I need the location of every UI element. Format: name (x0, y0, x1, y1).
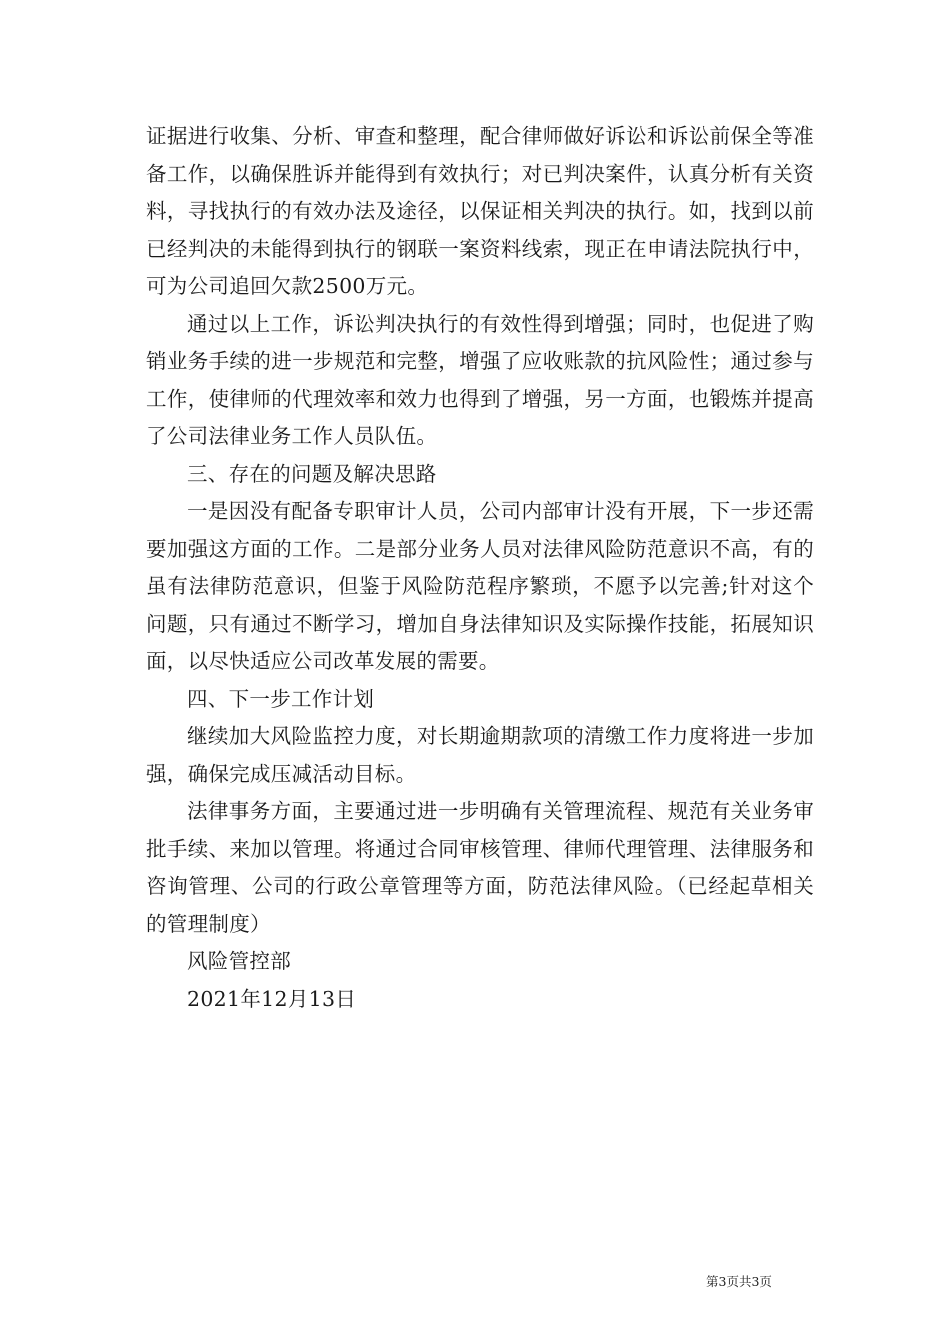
paragraph-evidence: 证据进行收集、分析、审查和整理，配合律师做好诉讼和诉讼前保全等准备工作，以确保胜诉并能得到有效执行；对已判决案件，认真分析有关资料，寻找执行的有效办法及途径，以保证相关判决的执行。如，找到以前已经判决的未能得到执行的钢联一案资料线索，现正在申请法院执行中，可为公司追回欠款2500万元。 (146, 124, 814, 298)
paragraph-legal-affairs: 法律事务方面，主要通过进一步明确有关管理流程、规范有关业务审批手续、来加以管理。将通过合同审核管理、律师代理管理、法律服务和咨询管理、公司的行政公章管理等方面，防范法律风险。（已经起草相关的管理制度） (146, 799, 814, 936)
paragraph-risk-monitoring: 继续加大风险监控力度，对长期逾期款项的清缴工作力度将进一步加强，确保完成压减活动目标。 (146, 724, 814, 786)
signature-date: 2021年12月13日 (187, 986, 357, 1011)
signature-department: 风险管控部 (187, 949, 291, 973)
heading-next-plan: 四、下一步工作计划 (187, 686, 375, 711)
document-body (146, 118, 814, 1018)
heading-problems: 三、存在的问题及解决思路 (187, 461, 437, 486)
paragraph-problems: 一是因没有配备专职审计人员，公司内部审计没有开展，下一步还需要加强这方面的工作。二是部分业务人员对法律风险防范意识不高，有的虽有法律防范意识，但鉴于风险防范程序繁琐，不愿予以完善;针对这个问题，只有通过不断学习，增加自身法律知识及实际操作技能，拓展知识面，以尽快适应公司改革发展的需要。 (146, 499, 814, 673)
paragraph-results: 通过以上工作，诉讼判决执行的有效性得到增强；同时，也促进了购销业务手续的进一步规范和完整，增强了应收账款的抗风险性；通过参与工作，使律师的代理效率和效力也得到了增强，另一方面，也锻炼并提高了公司法律业务工作人员队伍。 (146, 311, 814, 448)
page-number-footer: 第3页共3页 (706, 1274, 772, 1289)
